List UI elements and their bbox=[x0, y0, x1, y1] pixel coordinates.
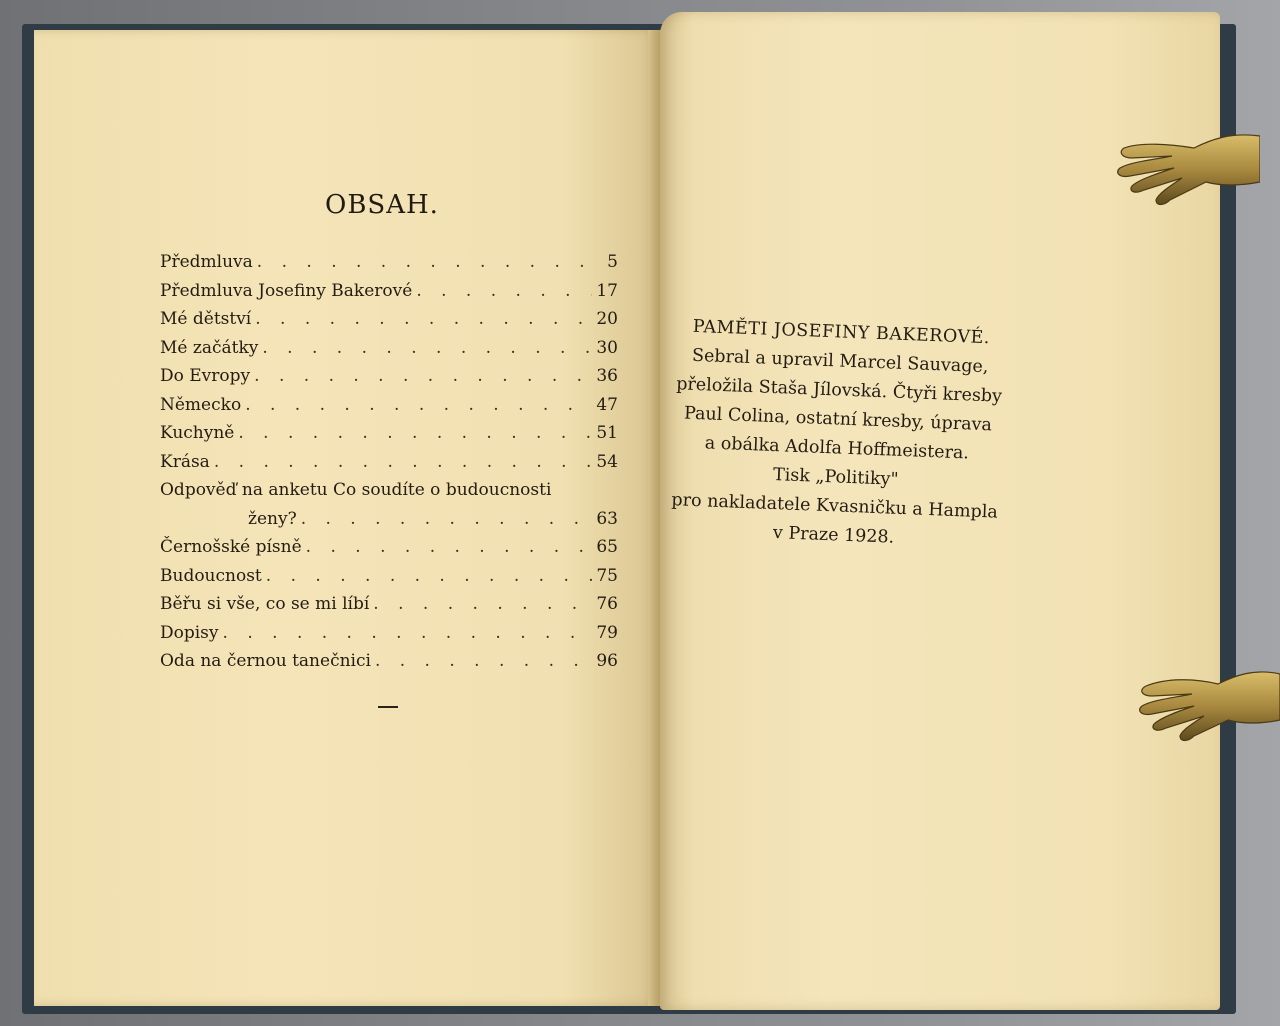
toc-entry bbox=[160, 533, 618, 562]
imprint-line: Sebral a upravil Marcel Sauvage, bbox=[691, 345, 989, 378]
toc-entry-label: Předmluva bbox=[160, 252, 253, 272]
toc-entry-label: Německo bbox=[160, 394, 242, 415]
toc-entry-first-line bbox=[160, 476, 618, 505]
imprint-line: v Praze 1928. bbox=[772, 523, 895, 548]
toc-entry-page: 51 bbox=[596, 423, 618, 443]
toc-entry-label: Mé začátky bbox=[160, 337, 259, 358]
toc-entry bbox=[160, 277, 618, 306]
toc-entry bbox=[160, 248, 618, 277]
brass-hand-clip-icon bbox=[1130, 660, 1280, 742]
toc-entry-page: 36 bbox=[596, 366, 618, 386]
toc-leader-dots bbox=[214, 448, 593, 477]
end-dash bbox=[378, 706, 398, 708]
toc-entry-label: Mé dětství bbox=[160, 309, 252, 329]
toc-entry bbox=[160, 334, 618, 363]
toc-entry-page: 47 bbox=[596, 394, 618, 415]
toc-entry bbox=[160, 448, 618, 477]
toc-entry-page: 17 bbox=[596, 280, 618, 301]
toc-entry-label: Oda na černou tanečnici bbox=[160, 651, 371, 671]
imprint-line: Paul Colina, ostatní kresby, úprava bbox=[683, 403, 993, 436]
toc-entry-label: Kuchyně bbox=[160, 423, 235, 443]
toc-entry-label: Do Evropy bbox=[160, 366, 251, 386]
toc-leader-dots bbox=[223, 619, 593, 648]
toc-leader-dots bbox=[375, 647, 592, 676]
toc-entry bbox=[160, 590, 618, 619]
imprint-line: pro nakladatele Kvasničku a Hampla bbox=[671, 490, 999, 523]
toc-entry-label: Budoucnost bbox=[160, 565, 262, 586]
toc-entry-label: Černošské písně bbox=[160, 537, 302, 557]
toc-entry-page: 76 bbox=[596, 594, 618, 614]
toc-entry-label: Běřu si vše, co se mi líbí bbox=[160, 594, 370, 614]
toc-leader-dots bbox=[254, 362, 592, 391]
imprint-line: a obálka Adolfa Hoffmeistera. bbox=[704, 433, 970, 464]
toc-entry bbox=[160, 619, 618, 648]
imprint-title: PAMĚTI JOSEFINY BAKEROVÉ. bbox=[692, 316, 991, 349]
toc-heading: OBSAH. bbox=[325, 190, 439, 220]
toc-entry-label: Předmluva Josefiny Bakerové bbox=[160, 280, 413, 301]
toc-entry-page: 65 bbox=[596, 537, 618, 557]
toc-entry-page: 96 bbox=[596, 651, 618, 671]
toc-entry bbox=[160, 391, 618, 420]
toc-leader-dots bbox=[306, 533, 593, 562]
toc-entry-page: 79 bbox=[596, 622, 618, 643]
imprint-line: přeložila Staša Jílovská. Čtyři kresby bbox=[675, 374, 1003, 407]
toc-entry-continuation bbox=[160, 505, 618, 534]
toc-entry-page: 30 bbox=[596, 337, 618, 358]
toc-entry bbox=[160, 305, 618, 334]
toc-entry-page: 20 bbox=[596, 309, 618, 329]
toc-leader-dots bbox=[262, 334, 592, 363]
toc-entry-page: 75 bbox=[596, 565, 618, 586]
toc-entry-label: Krása bbox=[160, 451, 210, 472]
toc-leader-dots bbox=[255, 305, 592, 334]
toc-entry bbox=[160, 647, 618, 676]
toc-leader-dots bbox=[301, 505, 593, 534]
toc-entry-page: 63 bbox=[596, 508, 618, 529]
table-of-contents bbox=[160, 248, 618, 676]
toc-leader-dots bbox=[416, 277, 592, 306]
toc-leader-dots bbox=[266, 562, 593, 591]
toc-entry bbox=[160, 419, 618, 448]
toc-entry-page: 54 bbox=[596, 451, 618, 472]
brass-hand-clip-icon bbox=[1110, 126, 1260, 208]
toc-entry bbox=[160, 562, 618, 591]
toc-entry-label-continuation: ženy? bbox=[248, 508, 297, 529]
toc-entry bbox=[160, 362, 618, 391]
toc-entry-label: Odpověď na anketu Co soudíte o budoucnosti bbox=[160, 480, 552, 500]
toc-leader-dots bbox=[238, 419, 592, 448]
imprint-line: Tisk „Politiky" bbox=[772, 465, 899, 490]
toc-leader-dots bbox=[373, 590, 592, 619]
toc-entry-label: Dopisy bbox=[160, 622, 219, 643]
imprint-block bbox=[663, 312, 1012, 557]
toc-leader-dots bbox=[245, 391, 592, 420]
toc-leader-dots bbox=[257, 248, 596, 277]
toc-entry-page: 5 bbox=[607, 252, 618, 272]
